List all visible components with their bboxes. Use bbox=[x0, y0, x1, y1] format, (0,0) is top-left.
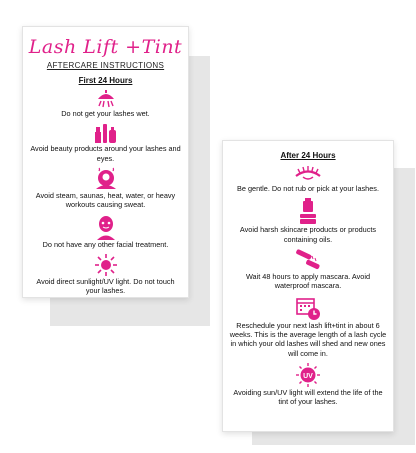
brand-title: Lash Lift +Tint bbox=[28, 36, 183, 58]
uv-badge-text: UV bbox=[303, 372, 313, 380]
item-text: Avoid harsh skincare products or products containing oils. bbox=[239, 225, 377, 244]
list-item bbox=[23, 253, 188, 296]
sun-icon bbox=[94, 253, 118, 277]
item-text: Avoid direct sunlight/UV light. Do not touch your lashes. bbox=[36, 276, 175, 296]
item-text: Avoid beauty products around your lashes and eyes. bbox=[30, 144, 181, 163]
aftercare-card-after-24h bbox=[222, 140, 394, 432]
beauty-products-icon bbox=[93, 122, 119, 144]
item-text: Avoiding sun/UV light will extend the life of the tint of your lashes. bbox=[233, 387, 383, 407]
item-text: Reschedule your next lash lift+tint in about 6 weeks. This is the average length of a lash cycle in which your old lashes will shed and new ones will come in. bbox=[229, 320, 387, 358]
facial-treatment-icon bbox=[94, 214, 118, 240]
aftercare-card-first-24h bbox=[22, 26, 189, 298]
list-item bbox=[23, 122, 188, 163]
eye-lashes-icon bbox=[293, 164, 323, 184]
section-title-after-24h: After 24 Hours bbox=[280, 151, 336, 160]
item-text: Avoid steam, saunas, heat, water, or heavy workouts causing sweat. bbox=[35, 190, 176, 210]
item-text: Be gentle. Do not rub or pick at your lashes. bbox=[237, 184, 379, 193]
item-text: Do not have any other facial treatment. bbox=[42, 239, 169, 249]
list-item bbox=[223, 164, 393, 193]
section-title-first-24h: First 24 Hours bbox=[78, 76, 133, 85]
steam-sauna-icon bbox=[93, 167, 119, 191]
list-item bbox=[223, 248, 393, 291]
list-item bbox=[223, 295, 393, 358]
calendar-clock-icon bbox=[295, 295, 321, 321]
shower-icon bbox=[94, 89, 118, 109]
card-subtitle: AFTERCARE INSTRUCTIONS bbox=[46, 61, 165, 70]
list-item bbox=[223, 362, 393, 407]
list-item bbox=[23, 214, 188, 249]
uv-sun-icon bbox=[295, 362, 321, 388]
mascara-icon bbox=[293, 248, 323, 272]
skincare-bottles-icon bbox=[297, 197, 319, 225]
list-item bbox=[23, 167, 188, 210]
item-text: Wait 48 hours to apply mascara. Avoid waterproof mascara. bbox=[245, 271, 371, 291]
list-item bbox=[223, 197, 393, 244]
item-text: Do not get your lashes wet. bbox=[61, 109, 150, 118]
list-item bbox=[23, 89, 188, 118]
